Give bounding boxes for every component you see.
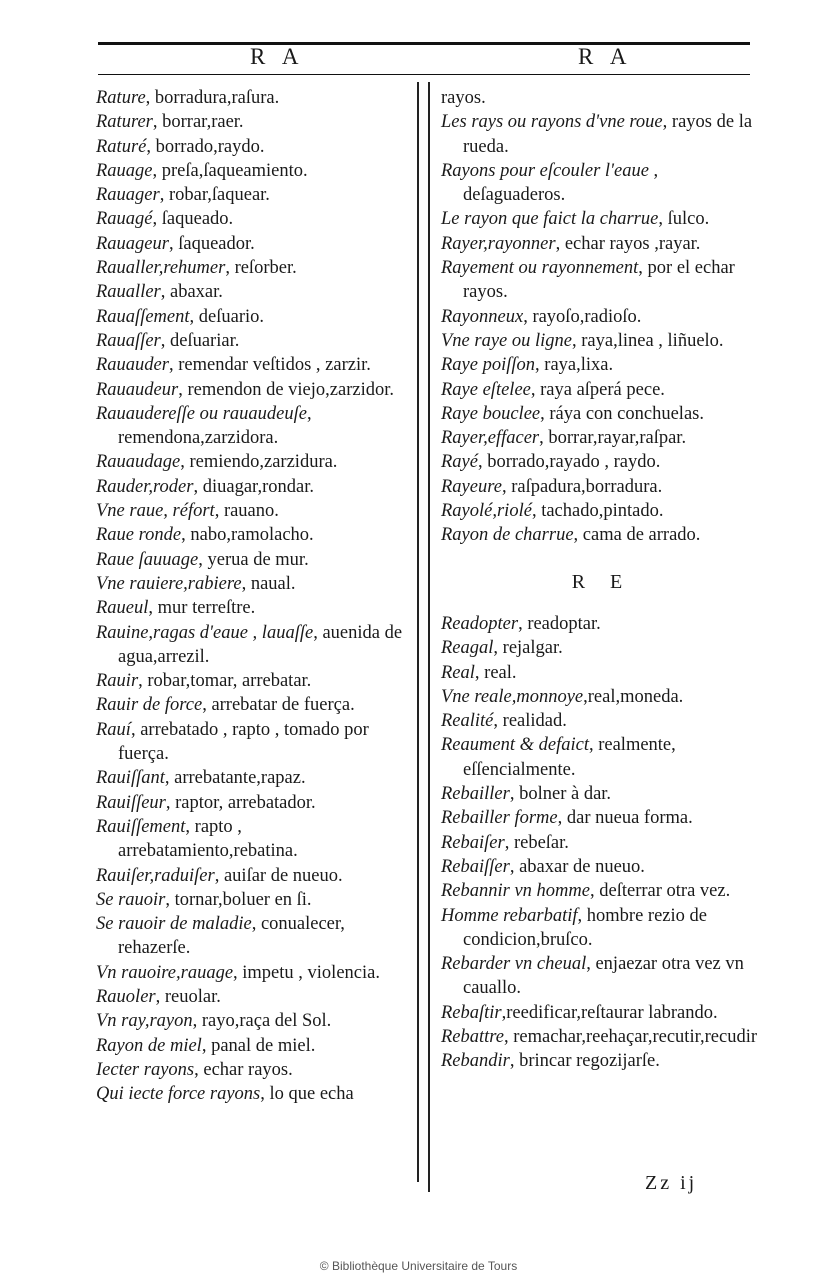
entry-definition: , tornar,boluer en ſi.: [165, 889, 312, 910]
entry-definition: , rejalgar.: [493, 638, 563, 659]
dictionary-entry: [96, 718, 412, 767]
entry-headword: Iecter rayons: [96, 1059, 195, 1080]
entry-definition: , hombre rezio de condicion,bruſco.: [463, 905, 707, 950]
dictionary-entry: [96, 621, 412, 670]
entry-definition: , bolner à dar.: [509, 784, 612, 805]
entry-definition: , borrado,raydo.: [146, 136, 265, 157]
dictionary-entry: [96, 693, 412, 717]
entry-headword: Raualler: [96, 282, 161, 303]
entry-headword: Realité: [441, 711, 494, 732]
signature-mark: Zz ij: [645, 1172, 698, 1194]
entry-definition: , enjaezar otra vez vn cauallo.: [463, 954, 744, 999]
entry-headword: Rauagé: [96, 209, 153, 230]
entry-definition: , remendona,zarzidora.: [118, 403, 312, 449]
entry-headword: Rebailler forme: [441, 808, 558, 829]
dictionary-entry: [96, 207, 412, 231]
entry-headword: Qui iecte force rayons: [96, 1084, 261, 1105]
entry-headword: Rayon de charrue: [441, 525, 574, 546]
entry-headword: Rebaiſer: [441, 832, 505, 853]
left-column: [96, 86, 412, 1106]
entry-definition: ,reedificar,reſtaurar labrando.: [501, 1002, 718, 1023]
dictionary-entry: [441, 709, 757, 733]
entry-headword: Rauaudage: [96, 452, 181, 473]
entry-definition: , echar rayos.: [194, 1059, 293, 1080]
entry-definition: , remiendo,zarzidura.: [180, 452, 338, 473]
entry-definition: , impetu , violencia.: [233, 962, 380, 983]
entry-headword: Rebandir: [441, 1051, 510, 1072]
entry-definition: , deſterrar otra vez.: [590, 881, 731, 902]
dictionary-entry: [96, 912, 412, 961]
entry-headword: Rauí: [96, 719, 131, 740]
entry-definition: , realidad.: [493, 711, 567, 732]
dictionary-entry: [441, 329, 757, 353]
entry-headword: Raualler,rehumer: [96, 258, 226, 279]
dictionary-entry: [441, 1025, 757, 1049]
top-rule: [98, 42, 750, 45]
dictionary-entry: [96, 86, 412, 110]
dictionary-entry: [441, 232, 757, 256]
entry-headword: Rauir de force: [96, 695, 203, 716]
entry-headword: Rauiſer,raduiſer: [96, 865, 215, 886]
dictionary-entry: [96, 961, 412, 985]
dictionary-entry: [441, 636, 757, 660]
entry-headword: Rayonneux: [441, 306, 524, 327]
entry-headword: Rayons pour eſcouler l'eaue: [441, 160, 649, 181]
dictionary-entry: [441, 1049, 757, 1073]
dictionary-entry: [96, 305, 412, 329]
entry-headword: Rauaudereſſe ou rauaudeuſe: [96, 403, 307, 424]
dictionary-entry: [96, 450, 412, 474]
dictionary-entry: [441, 782, 757, 806]
dictionary-entry: [441, 523, 757, 547]
entry-definition: , naual.: [241, 573, 296, 594]
entry-headword: Rayement ou rayonnement: [441, 258, 639, 279]
dictionary-entry: [96, 548, 412, 572]
right-column: [441, 86, 757, 1074]
entry-headword: Rauoler: [96, 986, 156, 1007]
dictionary-entry: [96, 1009, 412, 1033]
dictionary-entry: [96, 475, 412, 499]
running-head-right: R A: [578, 44, 633, 69]
entry-definition: , auenida de agua,arrezil.: [118, 622, 403, 667]
dictionary-entry: [441, 305, 757, 329]
dictionary-entry: [441, 879, 757, 903]
entry-definition: , preſa,ſaqueamiento.: [152, 160, 308, 181]
dictionary-entry: [441, 806, 757, 830]
entry-definition: , auiſar de nueuo.: [214, 865, 343, 886]
entry-headword: Rebattre: [441, 1026, 505, 1047]
entry-definition: , raya,linea , liñuelo.: [572, 330, 724, 351]
entry-headword: Rayer,rayonner: [441, 233, 556, 254]
entry-headword: Rauaſſer: [96, 330, 161, 351]
dictionary-entry: [96, 256, 412, 280]
entry-definition: , nabo,ramolacho.: [181, 525, 314, 546]
entry-definition: , borrar,rayar,raſpar.: [539, 428, 687, 449]
entry-headword: Rauine,ragas d'eaue , lauaſſe: [96, 622, 314, 643]
entry-headword: Vne reale,monnoye: [441, 686, 584, 707]
dictionary-entry: [96, 669, 412, 693]
dictionary-entry: [441, 402, 757, 426]
entry-headword: Raye poiſſon: [441, 355, 536, 376]
entry-headword: Homme rebarbatif: [441, 905, 578, 926]
entry-headword: Rauder,roder: [96, 476, 194, 497]
entry-definition: , borrar,raer.: [152, 112, 244, 133]
column-divider: [428, 82, 430, 1192]
entry-definition: , tachado,pintado.: [531, 501, 664, 522]
dictionary-entry: [441, 110, 757, 159]
entry-definition: , lo que echa: [260, 1084, 354, 1105]
entry-headword: Rauaſſement: [96, 306, 190, 327]
entry-definition: , readoptar.: [518, 613, 601, 634]
entry-definition: , rebeſar.: [504, 832, 569, 853]
dictionary-entry: [96, 353, 412, 377]
entry-headword: Rayeure: [441, 476, 502, 497]
entry-definition: , real.: [474, 662, 517, 683]
entry-headword: Rauage: [96, 160, 153, 181]
dictionary-entry: [441, 86, 757, 110]
entry-headword: Rauager: [96, 185, 160, 206]
entry-definition: , reſorber.: [225, 258, 297, 279]
entry-headword: Se rauoir de maladie: [96, 914, 252, 935]
dictionary-entry: [441, 904, 757, 953]
dictionary-entry: [96, 232, 412, 256]
entry-headword: Raye eſtelee: [441, 379, 531, 400]
dictionary-entry: [96, 1082, 412, 1106]
entry-headword: Rebaiſſer: [441, 856, 510, 877]
dictionary-entry: [441, 378, 757, 402]
entry-headword: Vne rauiere,rabiere: [96, 573, 242, 594]
entry-definition: , reuolar.: [155, 986, 221, 1007]
dictionary-entry: [96, 815, 412, 864]
dictionary-entry: [441, 353, 757, 377]
entry-headword: Rebannir vn homme: [441, 881, 590, 902]
entry-headword: Rauageur: [96, 233, 169, 254]
entry-definition: , raya,lixa.: [535, 355, 614, 376]
entry-headword: Rayé: [441, 452, 478, 473]
entry-definition: , echar rayos ,rayar.: [555, 233, 701, 254]
dictionary-entry: [96, 135, 412, 159]
dictionary-entry: [441, 450, 757, 474]
entry-definition: , yerua de mur.: [198, 549, 309, 570]
entry-definition: , panal de miel.: [201, 1035, 316, 1056]
dictionary-entry: [96, 378, 412, 402]
entry-headword: Raturé: [96, 136, 147, 157]
entry-definition: , arrebatado , rapto , tomado por fuerça.: [118, 719, 369, 765]
entry-headword: Rebaſtir: [441, 1002, 502, 1023]
header-rule: [98, 74, 750, 75]
entry-headword: Raye bouclee: [441, 403, 541, 424]
entry-headword: Rauiſſant: [96, 768, 165, 789]
entry-definition: , ſulco.: [658, 209, 710, 230]
entry-definition: , brincar regozijarſe.: [509, 1051, 660, 1072]
dictionary-entry: [96, 523, 412, 547]
entry-definition: , raya aſperá pece.: [530, 379, 665, 400]
entry-headword: Raueul: [96, 598, 149, 619]
entry-definition: , cama de arrado.: [573, 525, 701, 546]
entry-headword: Le rayon que faict la charrue: [441, 209, 659, 230]
dictionary-entry: [96, 766, 412, 790]
entry-headword: Readopter: [441, 613, 519, 634]
dictionary-entry: [441, 733, 757, 782]
entry-headword: Real: [441, 662, 475, 683]
entry-headword: Rayon de miel: [96, 1035, 202, 1056]
entry-definition: , remachar,reehaçar,recutir,recudir: [504, 1026, 758, 1047]
dictionary-entry: [96, 888, 412, 912]
dictionary-entry: [441, 612, 757, 636]
entry-headword: Vn rauoire,rauage: [96, 962, 234, 983]
dictionary-entry: [441, 685, 757, 709]
dictionary-entry: [96, 183, 412, 207]
entry-headword: Rebailler: [441, 784, 510, 805]
footer-credit: © Bibliothèque Universitaire de Tours: [319, 1259, 518, 1273]
entry-definition: , arrebatante,rapaz.: [164, 768, 306, 789]
section-heading: R E: [571, 570, 633, 593]
entry-definition: , rayos de la rueda.: [463, 112, 753, 157]
entry-definition: , abaxar de nueuo.: [509, 856, 645, 877]
entry-headword: Raturer: [96, 112, 153, 133]
dictionary-entry: [96, 572, 412, 596]
entry-definition: , diuagar,rondar.: [193, 476, 314, 497]
entry-definition: , conualecer, rehazerſe.: [118, 914, 345, 959]
dictionary-entry: [96, 1058, 412, 1082]
entry-headword: Raue ronde: [96, 525, 182, 546]
entry-headword: Rayer,effacer: [441, 428, 540, 449]
dictionary-entry: [96, 1034, 412, 1058]
entry-headword: Rauaudeur: [96, 379, 179, 400]
entry-definition: , ſaqueado.: [152, 209, 234, 230]
entry-definition: ,real,moneda.: [583, 686, 684, 707]
dictionary-entry: [96, 329, 412, 353]
dictionary-entry: [96, 985, 412, 1009]
entry-definition: , robar,ſaquear.: [159, 185, 270, 206]
entry-headword: Reagal: [441, 638, 494, 659]
entry-definition: , deſuariar.: [160, 330, 240, 351]
dictionary-entry: [441, 426, 757, 450]
dictionary-entry: [441, 207, 757, 231]
entry-definition: , realmente, eſſencialmente.: [463, 735, 676, 780]
entry-headword: Rauiſſement: [96, 816, 186, 837]
entry-headword: Vne raye ou ligne: [441, 330, 572, 351]
entry-headword: Rebarder vn cheual: [441, 954, 587, 975]
dictionary-entry: [96, 402, 412, 451]
entry-definition: , dar nueua forma.: [557, 808, 693, 829]
dictionary-entry: [96, 110, 412, 134]
entry-definition: , rayoſo,radioſo.: [523, 306, 642, 327]
dictionary-entry: [96, 864, 412, 888]
entry-definition: , abaxar.: [160, 282, 223, 303]
entry-headword: Reaument & defaict: [441, 735, 589, 756]
right-column-ra-entries: [441, 86, 757, 548]
dictionary-entry: [441, 661, 757, 685]
entry-definition: rayos.: [441, 88, 486, 108]
dictionary-entry: [441, 952, 757, 1001]
entry-definition: , deſuario.: [189, 306, 265, 327]
running-head-left: R A: [250, 44, 305, 69]
entry-definition: , por el echar rayos.: [463, 258, 735, 303]
entry-definition: , borrado,rayado , raydo.: [477, 452, 661, 473]
entry-definition: , rapto , arrebatamiento,rebatina.: [118, 816, 298, 862]
column-divider: [417, 82, 419, 1182]
entry-headword: Se rauoir: [96, 889, 166, 910]
dictionary-entry: [441, 159, 757, 208]
entry-definition: , deſaguaderos.: [463, 160, 659, 206]
entry-headword: Rauir: [96, 671, 139, 692]
dictionary-entry: [441, 831, 757, 855]
entry-headword: Rature: [96, 88, 146, 108]
entry-headword: Rauiſſeur: [96, 792, 166, 813]
entry-headword: Les rays ou rayons d'vne roue: [441, 112, 663, 133]
right-column-re-entries: [441, 612, 757, 1074]
dictionary-entry: [441, 475, 757, 499]
entry-definition: , borradura,raſura.: [145, 88, 280, 108]
dictionary-entry: [441, 855, 757, 879]
entry-headword: Vne raue, réfort: [96, 501, 215, 522]
dictionary-entry: [441, 1001, 757, 1025]
dictionary-entry: [96, 280, 412, 304]
entry-headword: Rayolé,riolé: [441, 501, 532, 522]
entry-definition: , rayo,raça del Sol.: [192, 1011, 332, 1032]
dictionary-entry: [96, 499, 412, 523]
entry-definition: , mur terreſtre.: [148, 598, 256, 619]
entry-definition: , ſaqueador.: [168, 233, 255, 254]
dictionary-entry: [441, 256, 757, 305]
entry-definition: , arrebatar de fuerça.: [202, 695, 355, 716]
dictionary-entry: [96, 159, 412, 183]
entry-definition: , raptor, arrebatador.: [165, 792, 316, 813]
entry-definition: , ráya con conchuelas.: [540, 403, 704, 424]
entry-definition: , rauano.: [214, 501, 279, 522]
entry-headword: Rauauder: [96, 355, 169, 376]
entry-definition: , robar,tomar, arrebatar.: [138, 671, 312, 692]
dictionary-entry: [96, 791, 412, 815]
entry-definition: , remendar veſtidos , zarzir.: [168, 355, 371, 376]
entry-headword: Vn ray,rayon: [96, 1011, 193, 1032]
entry-definition: , remendon de viejo,zarzidor.: [178, 379, 394, 400]
entry-definition: , raſpadura,borradura.: [501, 476, 663, 497]
dictionary-entry: [441, 499, 757, 523]
dictionary-entry: [96, 596, 412, 620]
entry-headword: Raue ſauuage: [96, 549, 199, 570]
